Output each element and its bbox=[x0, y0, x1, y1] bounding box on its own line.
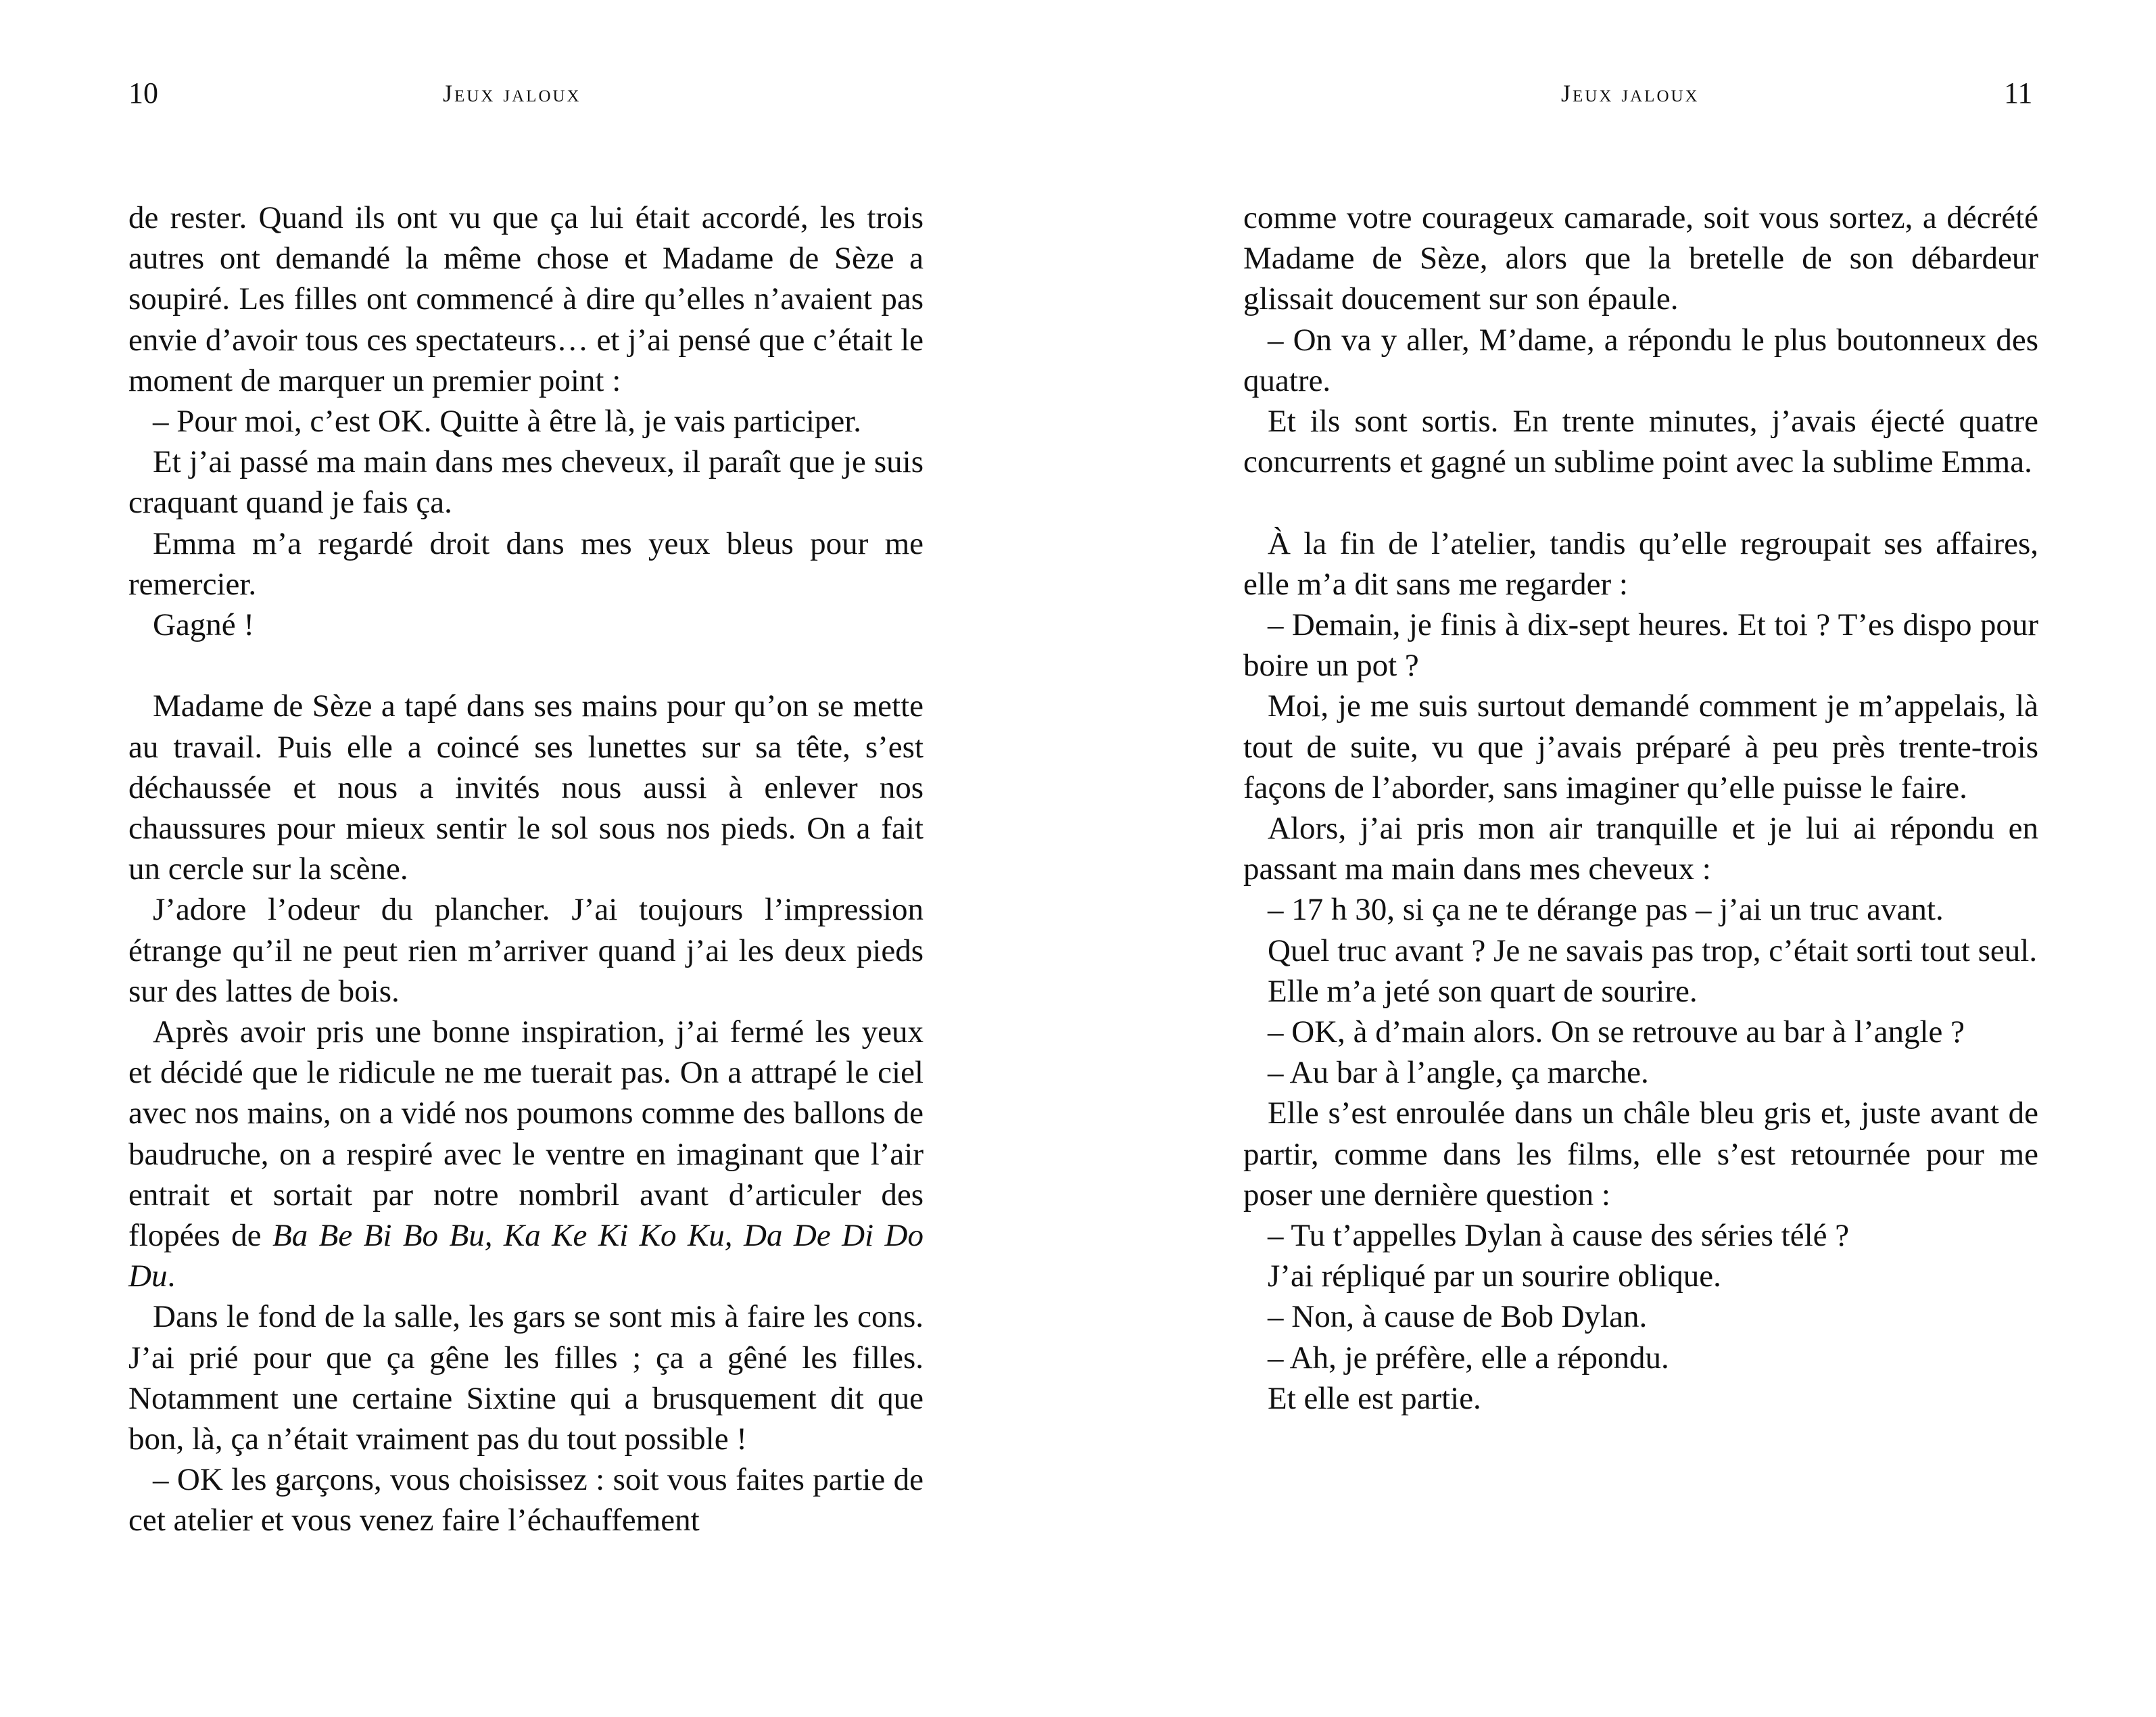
paragraph: Quel truc avant ? Je ne savais pas trop, c’était sorti tout seul. bbox=[1268, 933, 2038, 968]
paragraph: Et elle est partie. bbox=[1268, 1380, 1481, 1416]
paragraph: À la fin de l’atelier, tandis qu’elle regroupait ses affaires, elle m’a dit sans me regarder : bbox=[1243, 525, 2038, 602]
paragraph: comme votre courageux camarade, soit vous sortez, a décrété Madame de Sèze, alors que la bretelle de son débardeur glissait doucement sur son épaule. bbox=[1243, 200, 2038, 317]
italic-syllables: Ba Be Bi Bo Bu, Ka Ke Ki Ko Ku, Da De Di Do Du bbox=[128, 1218, 924, 1294]
paragraph: Emma m’a regardé droit dans mes yeux bleus pour me remercier. bbox=[128, 525, 924, 602]
paragraph: – 17 h 30, si ça ne te dérange pas – j’ai un truc avant. bbox=[1268, 892, 1944, 928]
paragraph: – Au bar à l’angle, ça marche. bbox=[1268, 1055, 1649, 1091]
paragraph: – OK, à d’main alors. On se retrouve au bar à l’angle ? bbox=[1268, 1014, 1965, 1050]
right-page bbox=[1078, 0, 2156, 1717]
paragraph: – Ah, je préfère, elle a répondu. bbox=[1268, 1340, 1669, 1375]
paragraph: – Tu t’appelles Dylan à cause des séries télé ? bbox=[1268, 1218, 1850, 1254]
paragraph: Gagné ! bbox=[153, 607, 255, 643]
paragraph: – Demain, je finis à dix-sept heures. Et toi ? T’es dispo pour boire un pot ? bbox=[1243, 607, 2038, 684]
paragraph: Et ils sont sortis. En trente minutes, j’avais éjecté quatre concurrents et gagné un sublime point avec la sublime Emma. bbox=[1243, 404, 2038, 480]
section-break bbox=[1243, 482, 2038, 523]
paragraph-end: . bbox=[167, 1259, 176, 1294]
paragraph bbox=[128, 1012, 924, 1296]
paragraph: Elle s’est enroulée dans un châle bleu gris et, juste avant de partir, comme dans les films, elle s’est retournée pour me poser une dernière question : bbox=[1243, 1096, 2038, 1213]
body-text bbox=[1243, 197, 2038, 1419]
paragraph: Alors, j’ai pris mon air tranquille et je lui ai répondu en passant ma main dans mes cheveux : bbox=[1243, 811, 2038, 887]
running-head: Jeux jaloux bbox=[1561, 80, 1700, 107]
paragraph-text: Après avoir pris une bonne inspiration, j’ai fermé les yeux et décidé que le ridicule ne me tuerait pas. On a attrapé le ciel avec nos mains, on a vidé nos poumons comme des ballons de baudruche, on a respiré avec le ventre en imaginant que l’air entrait et sortait par notre nombril avant d’articuler des flopées de bbox=[128, 1014, 924, 1254]
paragraph: Moi, je me suis surtout demandé comment je m’appelais, là tout de suite, vu que j’avais préparé à peu près trente-trois façons de l’aborder, sans imaginer qu’elle puisse le faire. bbox=[1243, 688, 2038, 805]
body-text bbox=[128, 197, 924, 1541]
paragraph: Dans le fond de la salle, les gars se sont mis à faire les cons. J’ai prié pour que ça gêne les filles ; ça a gêné les filles. Notamment une certaine Sixtine qui a brusquement dit que bon, là, ça n’était vraiment pas du tout possible ! bbox=[128, 1299, 924, 1457]
paragraph: Et j’ai passé ma main dans mes cheveux, il paraît que je suis craquant quand je fais ça. bbox=[128, 444, 924, 521]
paragraph: Madame de Sèze a tapé dans ses mains pour qu’on se mette au travail. Puis elle a coincé ses lunettes sur sa tête, s’est déchaussée et nous a invités nous aussi à enlever nos chaussures pour mieux sentir le sol sous nos pieds. On a fait un cercle sur la scène. bbox=[128, 688, 924, 887]
page-number: 11 bbox=[2004, 76, 2033, 110]
paragraph: Elle m’a jeté son quart de sourire. bbox=[1268, 973, 1698, 1009]
running-head: Jeux jaloux bbox=[443, 80, 581, 107]
section-break bbox=[128, 645, 924, 686]
paragraph: de rester. Quand ils ont vu que ça lui était accordé, les trois autres ont demandé la même chose et Madame de Sèze a soupiré. Les filles ont commencé à dire qu’elles n’avaient pas envie d’avoir tous ces spectateurs… et j’ai pensé que c’était le moment de marquer un premier point : bbox=[128, 200, 924, 398]
paragraph: – On va y aller, M’dame, a répondu le plus boutonneux des quatre. bbox=[1243, 322, 2038, 398]
page-number: 10 bbox=[128, 76, 158, 110]
paragraph: J’ai répliqué par un sourire oblique. bbox=[1268, 1259, 1721, 1294]
paragraph: – Non, à cause de Bob Dylan. bbox=[1268, 1299, 1648, 1335]
paragraph: – Pour moi, c’est OK. Quitte à être là, je vais participer. bbox=[153, 404, 862, 440]
paragraph: J’adore l’odeur du plancher. J’ai toujours l’impression étrange qu’il ne peut rien m’arriver quand j’ai les deux pieds sur des lattes de bois. bbox=[128, 892, 924, 1009]
paragraph: – OK les garçons, vous choisissez : soit vous faites partie de cet atelier et vous venez faire l’échauffement bbox=[128, 1462, 924, 1538]
